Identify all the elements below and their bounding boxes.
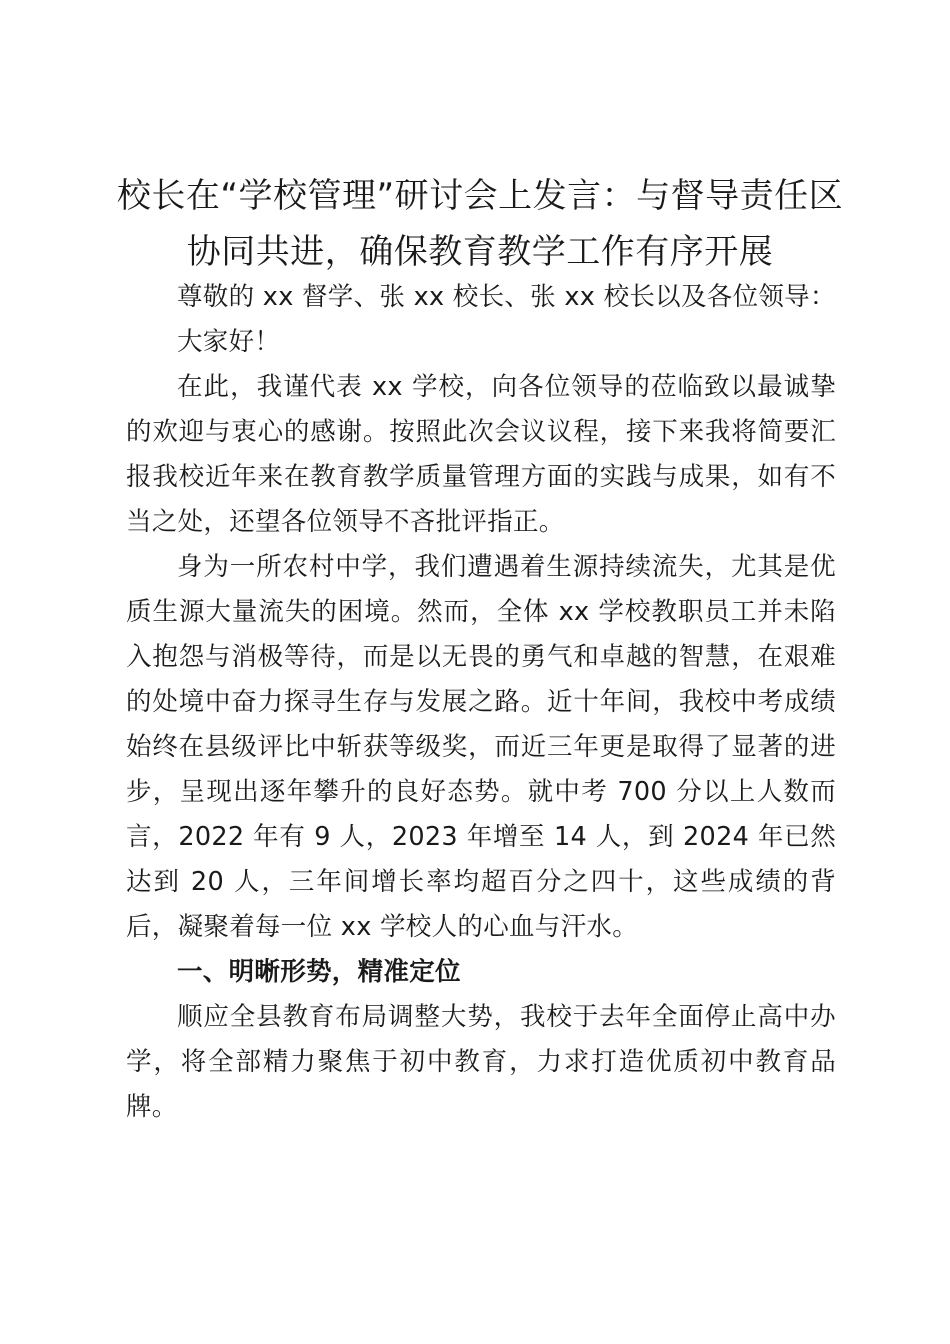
- section-heading: 一、明晰形势，精准定位: [177, 957, 461, 987]
- document-title: 校长在“学校管理”研讨会上发言：与督导责任区协同共进，确保教育教学工作有序开展: [116, 176, 844, 272]
- greeting: 大家好！: [177, 327, 281, 357]
- document-body: [126, 275, 836, 1130]
- paragraph-background: 身为一所农村中学，我们遭遇着生源持续流失，尤其是优质生源大量流失的困境。然而，全体 xx 学校教职员工并未陷入抱怨与消极等待，而是以无畏的勇气和卓越的智慧，在艰难的处境中奋力探寻生存与发展之路。近十年间，我校中考成绩始终在县级评比中斩获等级奖，而近三年更是取得了显著的进步，呈现出逐年攀升的良好态势。就中考 700 分以上人数而言，2022 年有 9 人，2023 年增至 14 人，到 2024 年已然达到 20 人，三年间增长率均超百分之四十，这些成绩的背后，凝聚着每一位 xx 学校人的心血与汗水。: [126, 552, 836, 942]
- section-paragraph: 顺应全县教育布局调整大势，我校于去年全面停止高中办学，将全部精力聚焦于初中教育，力求打造优质初中教育品牌。: [126, 1002, 836, 1122]
- salutation: 尊敬的 xx 督学、张 xx 校长、张 xx 校长以及各位领导：: [177, 282, 836, 312]
- paragraph-welcome: 在此，我谨代表 xx 学校，向各位领导的莅临致以最诚挚的欢迎与衷心的感谢。按照此次会议议程，接下来我将简要汇报我校近年来在教育教学质量管理方面的实践与成果，如有不当之处，还望各位领导不吝批评指正。: [126, 372, 836, 537]
